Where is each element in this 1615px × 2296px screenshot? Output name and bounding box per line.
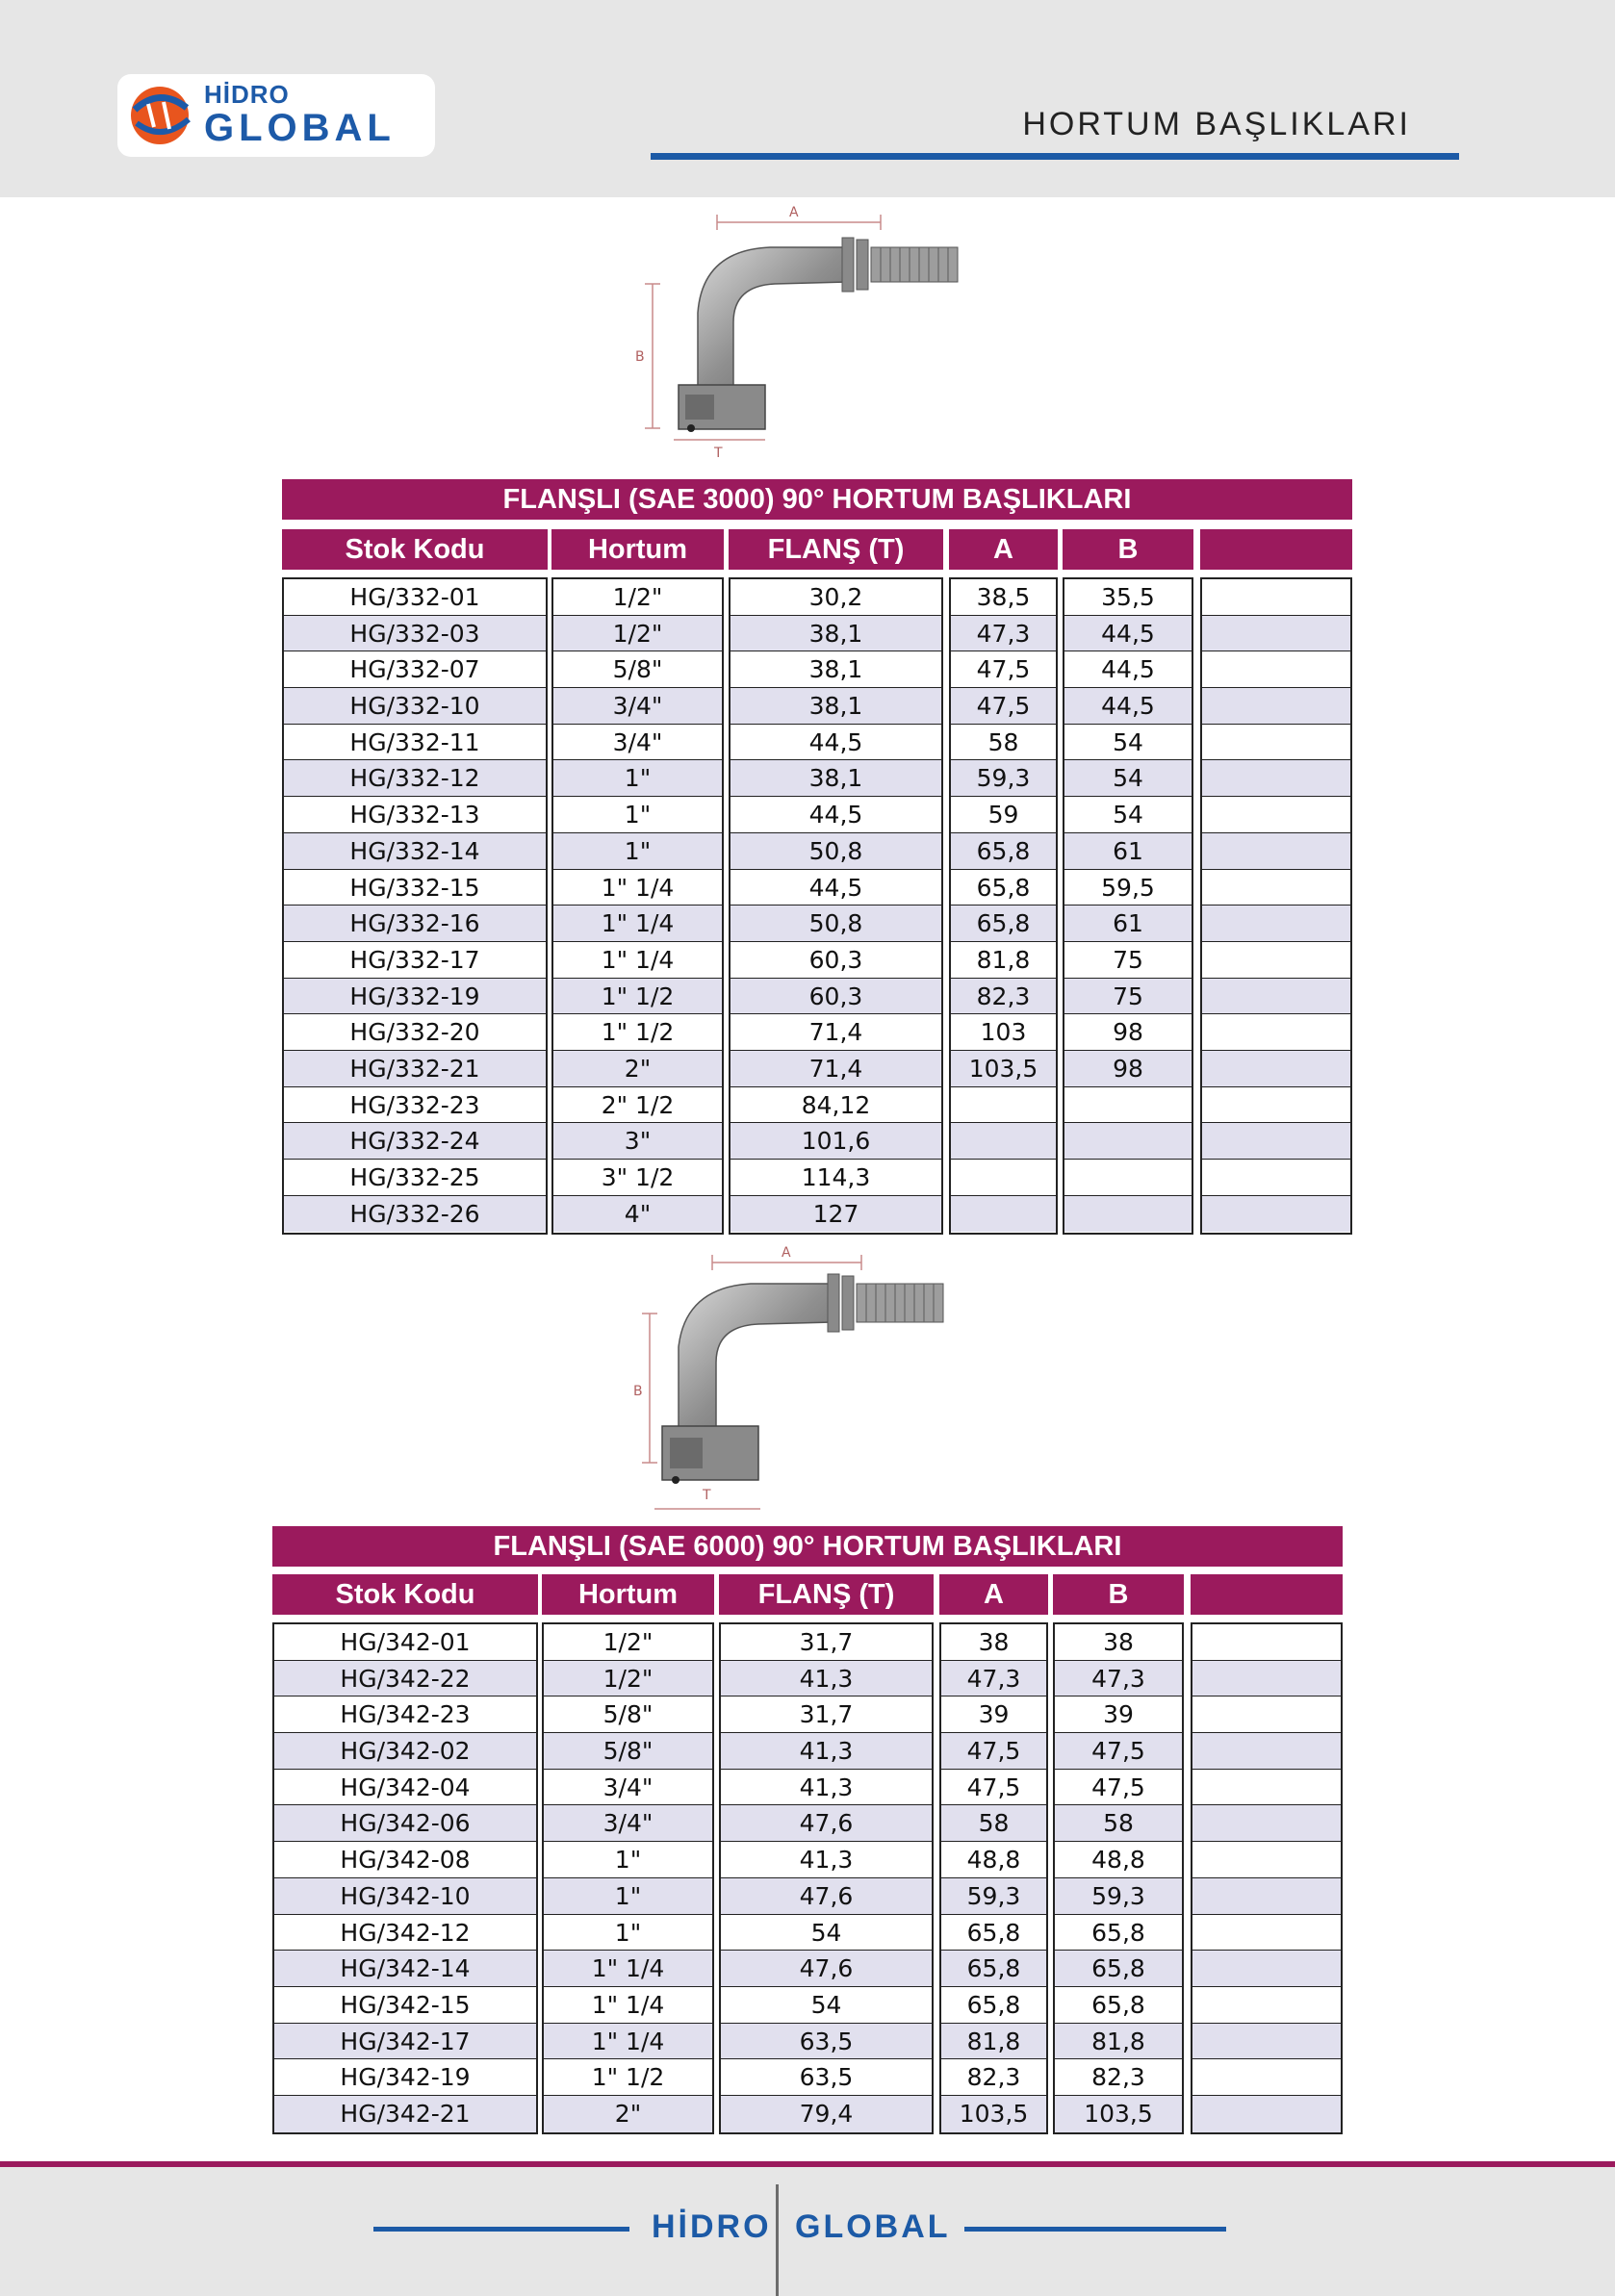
table2-col-b — [1053, 1622, 1184, 2134]
table-cell — [1202, 1196, 1350, 1233]
table1-col-hortum — [551, 577, 724, 1235]
table-cell — [951, 1160, 1056, 1196]
table-cell — [1202, 1087, 1350, 1124]
table-cell: 47,5 — [941, 1733, 1046, 1770]
table2-title: FLANŞLI (SAE 6000) 90° HORTUM BAŞLIKLARI — [272, 1526, 1343, 1567]
table-cell: HG/332-19 — [284, 979, 546, 1015]
table-cell: 82,3 — [951, 979, 1056, 1015]
table-cell: HG/342-01 — [274, 1624, 536, 1661]
table-cell: 81,8 — [951, 942, 1056, 979]
table-cell: 5/8" — [544, 1696, 712, 1733]
table1-col-stok-kodu — [282, 577, 548, 1235]
dimension-a-label: A — [789, 205, 799, 220]
table-cell: HG/332-20 — [284, 1014, 546, 1051]
table-cell: 3/4" — [544, 1805, 712, 1842]
table-cell: 61 — [1064, 906, 1192, 942]
table-cell: HG/342-23 — [274, 1696, 536, 1733]
table-cell: 1" 1/2 — [544, 2059, 712, 2096]
table-cell: 103,5 — [951, 1051, 1056, 1087]
table-cell: 38 — [941, 1624, 1046, 1661]
table-cell: 1" — [544, 1842, 712, 1878]
dimension-t-label: T — [714, 446, 723, 461]
table-cell: HG/332-23 — [284, 1087, 546, 1124]
table-cell: 1" 1/4 — [553, 906, 722, 942]
table-cell: 47,5 — [1055, 1733, 1182, 1770]
table-cell: 1/2" — [544, 1624, 712, 1661]
table1-header-extra — [1200, 529, 1352, 570]
table-cell: HG/342-02 — [274, 1733, 536, 1770]
table-cell: 59,5 — [1064, 870, 1192, 906]
table-cell: 3" 1/2 — [553, 1160, 722, 1196]
table-cell — [1202, 942, 1350, 979]
table-cell: 65,8 — [1055, 1915, 1182, 1952]
table-cell: 58 — [941, 1805, 1046, 1842]
table-cell: 79,4 — [721, 2096, 932, 2132]
table-cell: 31,7 — [721, 1624, 932, 1661]
table1-header-flans: FLANŞ (T) — [729, 529, 943, 570]
table-cell: HG/342-10 — [274, 1878, 536, 1915]
table-cell: HG/342-14 — [274, 1951, 536, 1987]
table-cell: 47,6 — [721, 1951, 932, 1987]
table-cell: 58 — [951, 725, 1056, 761]
table-cell — [951, 1087, 1056, 1124]
table-cell: HG/332-26 — [284, 1196, 546, 1233]
table-cell: 65,8 — [941, 1915, 1046, 1952]
table-cell — [1202, 870, 1350, 906]
table-cell — [1192, 1842, 1341, 1878]
table-cell: 103,5 — [1055, 2096, 1182, 2132]
fitting-drawing-sae6000 — [616, 1241, 1020, 1520]
table2-header-hortum: Hortum — [542, 1574, 714, 1615]
table-cell: 1" 1/4 — [544, 2024, 712, 2060]
table2-col-extra — [1191, 1622, 1343, 2134]
table-cell: 82,3 — [941, 2059, 1046, 2096]
table-cell — [1192, 1696, 1341, 1733]
table-cell: 1" 1/4 — [553, 942, 722, 979]
table-cell: 65,8 — [951, 870, 1056, 906]
table-cell: 39 — [1055, 1696, 1182, 1733]
table-cell: 2" — [553, 1051, 722, 1087]
table-cell: 75 — [1064, 979, 1192, 1015]
table-cell: 1" — [544, 1915, 712, 1952]
table-cell — [1202, 797, 1350, 833]
table-cell: 84,12 — [731, 1087, 941, 1124]
table-cell — [1064, 1160, 1192, 1196]
table-cell: 101,6 — [731, 1123, 941, 1160]
table-cell: 39 — [941, 1696, 1046, 1733]
table-cell: HG/332-17 — [284, 942, 546, 979]
table-cell — [1202, 906, 1350, 942]
footer-brand-left: HİDRO — [652, 2208, 772, 2245]
table-cell: HG/332-11 — [284, 725, 546, 761]
table2-header-a: A — [939, 1574, 1048, 1615]
table-cell — [1192, 2024, 1341, 2060]
table-cell — [1064, 1123, 1192, 1160]
table1-header-stok-kodu: Stok Kodu — [282, 529, 548, 570]
table-cell: 41,3 — [721, 1661, 932, 1697]
table-cell: 81,8 — [1055, 2024, 1182, 2060]
table-cell: 4" — [553, 1196, 722, 1233]
table-cell: 75 — [1064, 942, 1192, 979]
table-cell: 1" — [553, 833, 722, 870]
table-cell: 41,3 — [721, 1733, 932, 1770]
table-cell: 44,5 — [1064, 616, 1192, 652]
brand-logo — [117, 74, 435, 157]
globe-logo-icon — [125, 81, 198, 150]
table1-col-a — [949, 577, 1058, 1235]
table1-col-flans — [729, 577, 943, 1235]
table-cell: 1" 1/4 — [544, 1951, 712, 1987]
table-cell: HG/332-16 — [284, 906, 546, 942]
table-cell: 71,4 — [731, 1051, 941, 1087]
table-cell — [1202, 833, 1350, 870]
table-cell: 38,1 — [731, 651, 941, 688]
table-cell: HG/342-06 — [274, 1805, 536, 1842]
table-cell: 30,2 — [731, 579, 941, 616]
table-cell: 65,8 — [951, 833, 1056, 870]
table2-header-extra — [1191, 1574, 1343, 1615]
table-cell: 47,5 — [951, 688, 1056, 725]
table-cell: 60,3 — [731, 979, 941, 1015]
table-cell: HG/332-15 — [284, 870, 546, 906]
table-cell: 59,3 — [951, 760, 1056, 797]
table1-title: FLANŞLI (SAE 3000) 90° HORTUM BAŞLIKLARI — [282, 479, 1352, 520]
table-cell: 59 — [951, 797, 1056, 833]
table-cell: HG/332-01 — [284, 579, 546, 616]
table-cell — [1202, 1051, 1350, 1087]
table-cell: HG/332-25 — [284, 1160, 546, 1196]
table-cell: 38 — [1055, 1624, 1182, 1661]
table-cell: 48,8 — [1055, 1842, 1182, 1878]
table2-header-flans: FLANŞ (T) — [719, 1574, 934, 1615]
table-cell: 50,8 — [731, 906, 941, 942]
table2-col-stok-kodu — [272, 1622, 538, 2134]
table-cell — [1202, 688, 1350, 725]
table-cell: HG/332-13 — [284, 797, 546, 833]
table-cell: HG/342-22 — [274, 1661, 536, 1697]
table-cell: 1" — [553, 760, 722, 797]
table-cell: 98 — [1064, 1051, 1192, 1087]
table-cell: HG/342-17 — [274, 2024, 536, 2060]
table-cell: 103 — [951, 1014, 1056, 1051]
table-cell: 54 — [721, 1915, 932, 1952]
table-cell: 3" — [553, 1123, 722, 1160]
table-cell: HG/342-08 — [274, 1842, 536, 1878]
table-cell: 65,8 — [951, 906, 1056, 942]
table-cell: HG/332-12 — [284, 760, 546, 797]
footer-brand-right: GLOBAL — [795, 2208, 951, 2245]
table-cell — [1202, 760, 1350, 797]
table-cell — [1192, 1951, 1341, 1987]
table1-col-b — [1063, 577, 1193, 1235]
table-cell: 38,5 — [951, 579, 1056, 616]
table-cell: 63,5 — [721, 2059, 932, 2096]
table-cell: HG/332-10 — [284, 688, 546, 725]
dimension-b-label: B — [633, 1384, 643, 1399]
table-cell: 71,4 — [731, 1014, 941, 1051]
table-cell: 54 — [1064, 797, 1192, 833]
table-cell: 114,3 — [731, 1160, 941, 1196]
table-cell: 98 — [1064, 1014, 1192, 1051]
table-cell: 1" 1/2 — [553, 1014, 722, 1051]
table1-col-extra — [1200, 577, 1352, 1235]
table-cell: 1/2" — [544, 1661, 712, 1697]
table-cell — [1064, 1087, 1192, 1124]
table-cell: 41,3 — [721, 1770, 932, 1806]
logo-line2: GLOBAL — [204, 107, 396, 149]
table-cell: 44,5 — [1064, 688, 1192, 725]
title-underline — [651, 153, 1459, 160]
table-cell: HG/332-21 — [284, 1051, 546, 1087]
footer-separator — [776, 2184, 779, 2296]
table2-col-flans — [719, 1622, 934, 2134]
table-cell — [1192, 2096, 1341, 2132]
table-cell: HG/342-19 — [274, 2059, 536, 2096]
table-cell — [1202, 579, 1350, 616]
table-cell: 38,1 — [731, 760, 941, 797]
table2-col-hortum — [542, 1622, 714, 2134]
table-cell: 47,6 — [721, 1805, 932, 1842]
table-cell: 1/2" — [553, 616, 722, 652]
table-cell: HG/332-24 — [284, 1123, 546, 1160]
table1-header-a: A — [949, 529, 1058, 570]
table-cell: 59,3 — [1055, 1878, 1182, 1915]
table-cell: 58 — [1055, 1805, 1182, 1842]
table-cell: 47,3 — [1055, 1661, 1182, 1697]
table-cell: 1" 1/4 — [544, 1987, 712, 2024]
table-cell: 65,8 — [1055, 1951, 1182, 1987]
table-cell: 38,1 — [731, 616, 941, 652]
table-cell: 63,5 — [721, 2024, 932, 2060]
table-cell: HG/342-04 — [274, 1770, 536, 1806]
table-cell — [1192, 1878, 1341, 1915]
table-cell: 1" 1/2 — [553, 979, 722, 1015]
table-cell: 50,8 — [731, 833, 941, 870]
table-cell: HG/332-07 — [284, 651, 546, 688]
table-cell: 65,8 — [1055, 1987, 1182, 2024]
table-cell: 127 — [731, 1196, 941, 1233]
table-cell: 1" 1/4 — [553, 870, 722, 906]
logo-line1: HİDRO — [204, 80, 290, 109]
table-cell: 61 — [1064, 833, 1192, 870]
table-cell — [1202, 725, 1350, 761]
footer-line-right — [964, 2227, 1226, 2232]
table-cell: 38,1 — [731, 688, 941, 725]
table-cell: 82,3 — [1055, 2059, 1182, 2096]
page-title: HORTUM BAŞLIKLARI — [1022, 106, 1411, 142]
footer-line-left — [373, 2227, 629, 2232]
table1-header-hortum: Hortum — [551, 529, 724, 570]
table-cell: 3/4" — [553, 725, 722, 761]
dimension-b-label: B — [635, 349, 645, 365]
table-cell — [1192, 1624, 1341, 1661]
table-cell: 54 — [1064, 760, 1192, 797]
dimension-t-label: T — [703, 1488, 711, 1503]
table-cell: 44,5 — [731, 725, 941, 761]
table-cell: 5/8" — [544, 1733, 712, 1770]
table-cell: 81,8 — [941, 2024, 1046, 2060]
table-cell: 5/8" — [553, 651, 722, 688]
table-cell: 1/2" — [553, 579, 722, 616]
table-cell: 47,3 — [941, 1661, 1046, 1697]
table-cell: HG/342-21 — [274, 2096, 536, 2132]
table-cell — [1192, 1661, 1341, 1697]
table-cell: 48,8 — [941, 1842, 1046, 1878]
table-cell: 1" — [544, 1878, 712, 1915]
dimension-a-label: A — [782, 1245, 791, 1261]
table-cell — [1202, 1160, 1350, 1196]
table-cell: HG/342-15 — [274, 1987, 536, 2024]
table-cell: 2" 1/2 — [553, 1087, 722, 1124]
table-cell — [1192, 1805, 1341, 1842]
table2-col-a — [939, 1622, 1048, 2134]
table-cell: 44,5 — [731, 797, 941, 833]
table-cell: 31,7 — [721, 1696, 932, 1733]
table-cell — [1192, 1915, 1341, 1952]
table-cell: 65,8 — [941, 1987, 1046, 2024]
table-cell: 47,5 — [1055, 1770, 1182, 1806]
table1-header-b: B — [1063, 529, 1193, 570]
table-cell: 54 — [721, 1987, 932, 2024]
table-cell: 3/4" — [553, 688, 722, 725]
table-cell: 59,3 — [941, 1878, 1046, 1915]
logo-wordmark — [204, 82, 396, 147]
table-cell: 3/4" — [544, 1770, 712, 1806]
table-cell: HG/332-14 — [284, 833, 546, 870]
table-cell: 44,5 — [731, 870, 941, 906]
table-cell — [1202, 616, 1350, 652]
table-cell: 47,5 — [941, 1770, 1046, 1806]
table-cell: 103,5 — [941, 2096, 1046, 2132]
table-cell — [1192, 2059, 1341, 2096]
table-cell — [1202, 651, 1350, 688]
table-cell: 47,5 — [951, 651, 1056, 688]
table-cell — [1192, 1770, 1341, 1806]
table-cell: 41,3 — [721, 1842, 932, 1878]
table-cell: 47,3 — [951, 616, 1056, 652]
table-cell — [1202, 979, 1350, 1015]
table-cell — [1192, 1987, 1341, 2024]
table-cell: 2" — [544, 2096, 712, 2132]
table-cell: HG/332-03 — [284, 616, 546, 652]
table-cell: HG/342-12 — [274, 1915, 536, 1952]
table-cell: 35,5 — [1064, 579, 1192, 616]
table-cell: 54 — [1064, 725, 1192, 761]
table-cell: 65,8 — [941, 1951, 1046, 1987]
table-cell — [951, 1196, 1056, 1233]
table-cell — [1202, 1014, 1350, 1051]
table2-header-b: B — [1053, 1574, 1184, 1615]
table-cell: 44,5 — [1064, 651, 1192, 688]
table-cell: 1" — [553, 797, 722, 833]
table-cell — [1202, 1123, 1350, 1160]
table-cell: 60,3 — [731, 942, 941, 979]
table-cell — [1064, 1196, 1192, 1233]
table-cell — [951, 1123, 1056, 1160]
table-cell — [1192, 1733, 1341, 1770]
fitting-drawing-sae3000 — [626, 197, 1030, 476]
table-cell: 47,6 — [721, 1878, 932, 1915]
table2-header-stok-kodu: Stok Kodu — [272, 1574, 538, 1615]
